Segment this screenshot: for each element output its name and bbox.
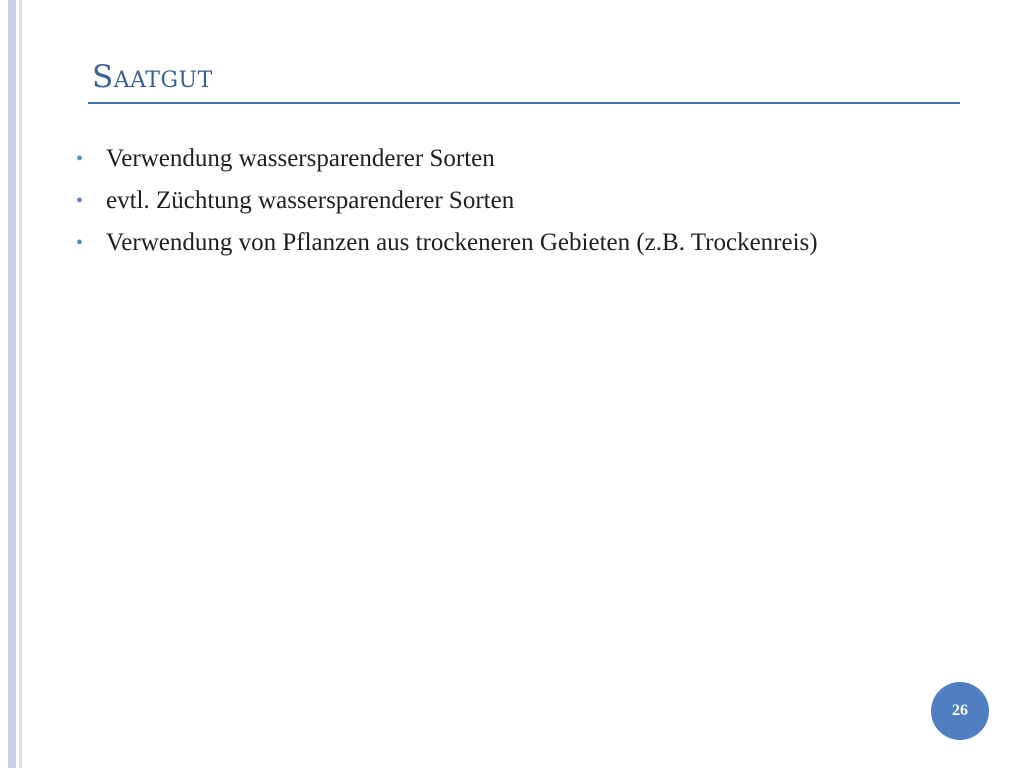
page-number-badge: 26 [931,682,989,740]
bullet-text: Verwendung wassersparenderer Sorten [106,145,495,172]
bullet-item [76,184,916,218]
bullet-item [76,226,916,260]
bullet-dot-icon: • [76,190,84,212]
bullet-text: Verwendung von Pflanzen aus trockeneren Gebieten (z.B. Trockenreis) [106,229,818,256]
bullet-text: evtl. Züchtung wassersparenderer Sorten [106,187,515,214]
title-underline [88,102,960,104]
left-decorative-bar [8,0,16,768]
bullet-dot-icon: • [76,148,84,170]
bullet-list [76,142,916,268]
bullet-dot-icon: • [76,232,84,254]
slide-title: Saatgut [92,59,213,95]
bullet-item [76,142,916,176]
left-decorative-thin-bar [19,0,22,768]
